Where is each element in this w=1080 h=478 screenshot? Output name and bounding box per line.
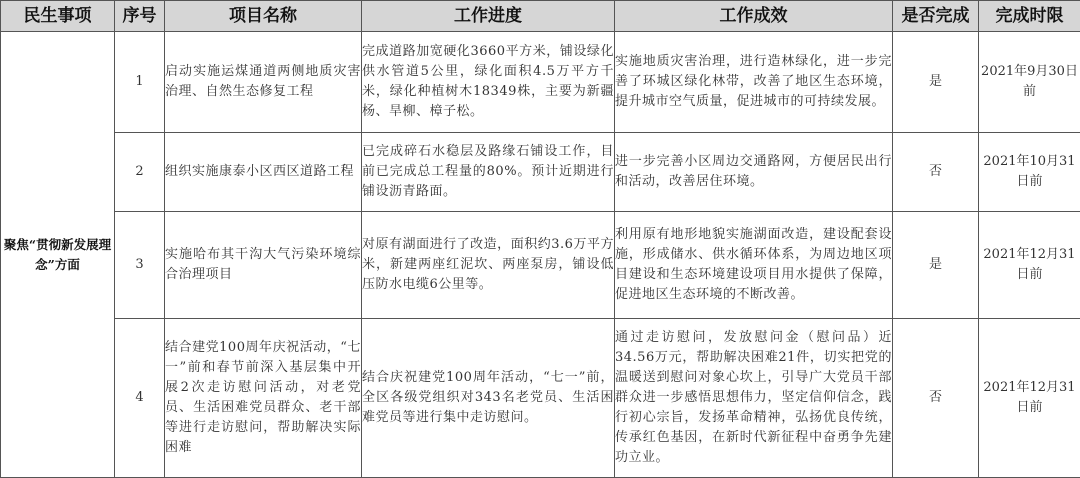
completed-status: 否: [893, 133, 979, 212]
row-number: 1: [115, 32, 165, 133]
header-project-name: 项目名称: [165, 1, 362, 32]
work-result: 利用原有地形地貌实施湖面改造，建设配套设施，形成储水、供水循环体系，为周边地区项目建设和生态环境建设项目用水提供了保障，促进地区生态环境的不断改善。: [615, 212, 893, 319]
row-number: 3: [115, 212, 165, 319]
header-category: 民生事项: [1, 1, 115, 32]
project-name: 组织实施康泰小区西区道路工程: [165, 133, 362, 212]
project-name: 启动实施运煤通道两侧地质灾害治理、自然生态修复工程: [165, 32, 362, 133]
work-result: 实施地质灾害治理，进行造林绿化，进一步完善了环城区绿化林带，改善了地区生态环境，提升城市空气质量，促进城市的可持续发展。: [615, 32, 893, 133]
row-number: 4: [115, 319, 165, 478]
table-row: [1, 319, 1080, 478]
header-progress: 工作进度: [362, 1, 615, 32]
deadline: 2021年12月31日前: [979, 212, 1080, 319]
deadline: 2021年10月31日前: [979, 133, 1080, 212]
table-row: [1, 133, 1080, 212]
deadline: 2021年12月31日前: [979, 319, 1080, 478]
project-name: 实施哈布其干沟大气污染环境综合治理项目: [165, 212, 362, 319]
work-result: 通过走访慰问，发放慰问金（慰问品）近34.56万元，帮助解决困难21件，切实把党的温暖送到慰问对象心坎上，引导广大党员干部群众进一步感悟思想伟力，坚定信仰信念，践行初心宗旨，发扬革命精神，弘扬优良传统，传承红色基因，在新时代新征程中奋勇争先建功立业。: [615, 319, 893, 478]
category-cell: 聚焦“贯彻新发展理念”方面: [1, 32, 115, 478]
header-completed: 是否完成: [893, 1, 979, 32]
deadline: 2021年9月30日前: [979, 32, 1080, 133]
work-progress: 对原有湖面进行了改造，面积约3.6万平方米，新建两座红泥坎、两座泵房，铺设低压防水电缆6公里等。: [362, 212, 615, 319]
header-row: [1, 1, 1080, 32]
completed-status: 否: [893, 319, 979, 478]
work-result: 进一步完善小区周边交通路网，方便居民出行和活动，改善居住环境。: [615, 133, 893, 212]
header-number: 序号: [115, 1, 165, 32]
header-result: 工作成效: [615, 1, 893, 32]
work-progress: 结合庆祝建党100周年活动，“七一”前，全区各级党组织对343名老党员、生活困难党员等进行集中走访慰问。: [362, 319, 615, 478]
work-progress: 完成道路加宽硬化3660平方米，铺设绿化供水管道5公里，绿化面积4.5万平方千米，绿化种植树木18349株，主要为新疆杨、旱柳、樟子松。: [362, 32, 615, 133]
header-deadline: 完成时限: [979, 1, 1080, 32]
table-row: [1, 32, 1080, 133]
table-row: [1, 212, 1080, 319]
completed-status: 是: [893, 32, 979, 133]
project-name: 结合建党100周年庆祝活动，“七一”前和春节前深入基层集中开展2次走访慰问活动，对老党员、生活困难党员群众、老干部等进行走访慰问，帮助解决实际困难: [165, 319, 362, 478]
row-number: 2: [115, 133, 165, 212]
completed-status: 是: [893, 212, 979, 319]
work-progress: 已完成碎石水稳层及路缘石铺设工作，目前已完成总工程量的80%。预计近期进行铺设沥青路面。: [362, 133, 615, 212]
